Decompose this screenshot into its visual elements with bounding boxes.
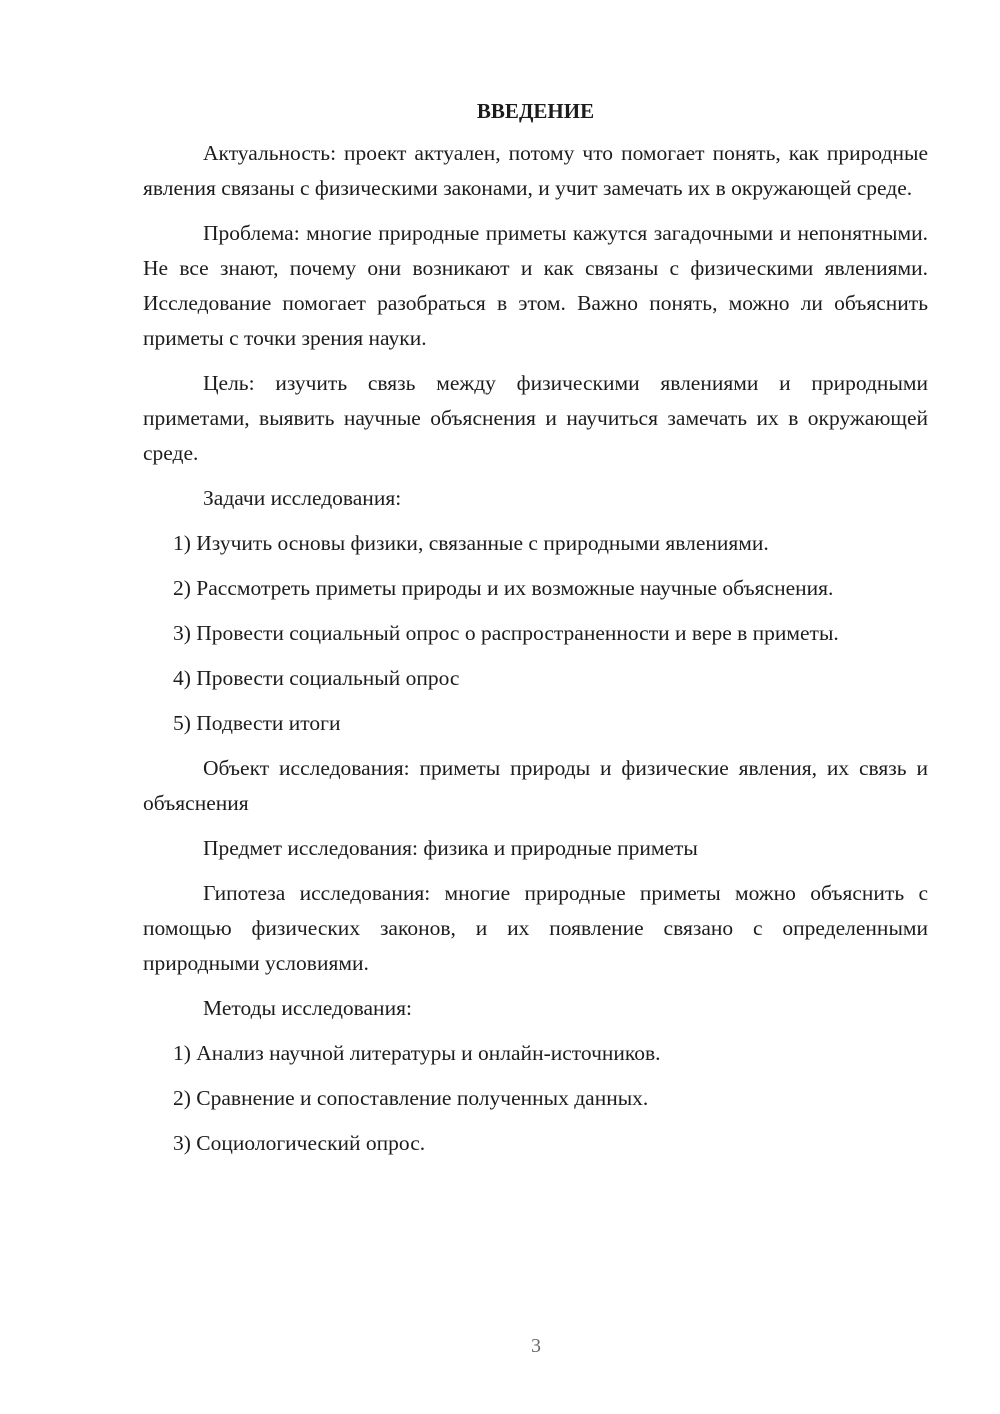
object-paragraph: Объект исследования: приметы природы и физические явления, их связь и объяснения — [143, 756, 928, 815]
problem-paragraph: Проблема: многие природные приметы кажутся загадочными и непонятными. Не все знают, почему они возникают и как связаны с физическими явлениями. Исследование помогает разобраться в этом. Важно понять, можно ли объяснить приметы с точки зрения науки. — [143, 221, 928, 350]
task-item-3: 3) Провести социальный опрос о распространенности и вере в приметы. — [173, 621, 839, 645]
goal-paragraph: Цель: изучить связь между физическими явлениями и природными приметами, выявить научные объяснения и научиться замечать их в окружающей среде. — [143, 371, 928, 465]
relevance-paragraph: Актуальность: проект актуален, потому что помогает понять, как природные явления связаны с физическими законами, и учит замечать их в окружающей среде. — [143, 141, 928, 200]
task-item-1: 1) Изучить основы физики, связанные с природными явлениями. — [173, 531, 769, 555]
method-item-1: 1) Анализ научной литературы и онлайн-источников. — [173, 1041, 661, 1065]
page-number: 3 — [531, 1335, 541, 1357]
methods-heading: Методы исследования: — [203, 996, 412, 1020]
task-item-2: 2) Рассмотреть приметы природы и их возможные научные объяснения. — [173, 576, 834, 600]
tasks-heading: Задачи исследования: — [203, 486, 402, 510]
subject-paragraph: Предмет исследования: физика и природные приметы — [203, 836, 698, 860]
method-item-2: 2) Сравнение и сопоставление полученных данных. — [173, 1086, 649, 1110]
task-item-5: 5) Подвести итоги — [173, 711, 341, 735]
page-content — [143, 96, 928, 1171]
section-title: ВВЕДЕНИЕ — [476, 99, 595, 123]
method-item-3: 3) Социологический опрос. — [173, 1131, 426, 1155]
task-item-4: 4) Провести социальный опрос — [173, 666, 460, 690]
hypothesis-paragraph: Гипотеза исследования: многие природные приметы можно объяснить с помощью физических законов, и их появление связано с определенными природными условиями. — [143, 881, 928, 975]
